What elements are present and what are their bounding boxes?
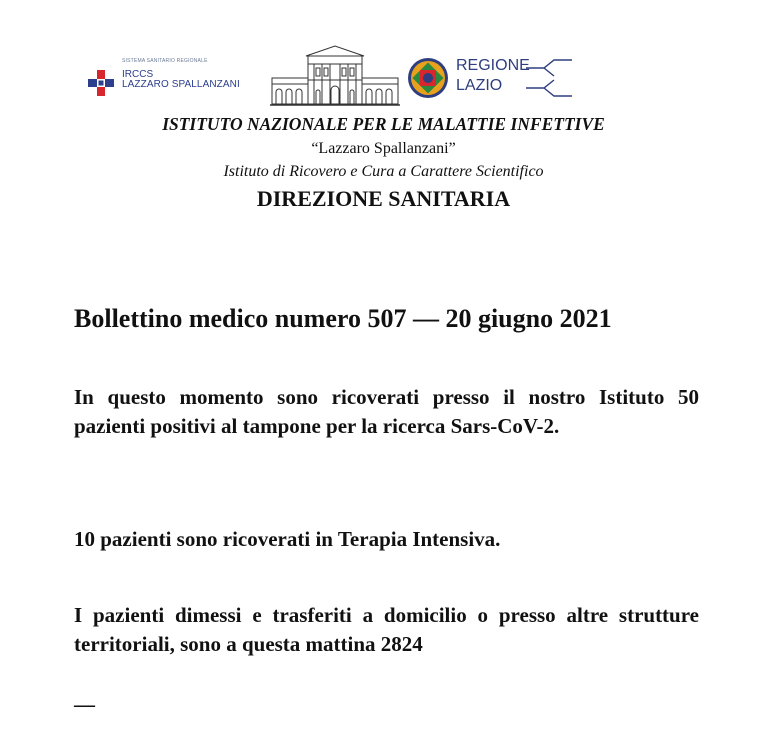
- lazio-label: LAZIO: [456, 77, 503, 94]
- irccs-cross-icon: [88, 70, 114, 96]
- department-heading: DIREZIONE SANITARIA: [256, 186, 511, 211]
- regione-label: REGIONE: [456, 57, 530, 74]
- header-logos: [0, 0, 767, 120]
- irccs-name-label: LAZZARO SPALLANZANI: [122, 79, 240, 90]
- regione-lazio-logo: [406, 56, 576, 102]
- irccs-logo: [86, 58, 266, 102]
- irccs-label: IRCCS: [122, 69, 154, 80]
- trailing-dash: —: [74, 692, 95, 716]
- institution-subtitle: Istituto di Ricovero e Cura a Carattere Scientifico: [223, 163, 544, 180]
- bulletin-paragraph-intensive-care: 10 pazienti sono ricoverati in Terapia Intensiva.: [74, 527, 501, 551]
- institution-title: ISTITUTO NAZIONALE PER LE MALATTIE INFETTIVE: [162, 114, 605, 134]
- bulletin-paragraph-hospitalized: In questo momento sono ricoverati presso il nostro Istituto 50 pazienti positivi al tampone per la ricerca Sars-CoV-2.: [74, 385, 699, 438]
- bulletin-paragraph-discharged: I pazienti dimessi e trasferiti a domicilio o presso altre strutture territoriali, sono a questa mattina 2824: [74, 603, 699, 656]
- bulletin-title: Bollettino medico numero 507 — 20 giugno 2021: [74, 304, 612, 333]
- regione-arrows-icon: [524, 56, 574, 100]
- regione-lazio-emblem-icon: [406, 56, 450, 100]
- institution-name: “Lazzaro Spallanzani”: [311, 140, 456, 157]
- irccs-system-label: SISTEMA SANITARIO REGIONALE: [122, 58, 208, 64]
- institute-building-icon: [270, 42, 400, 108]
